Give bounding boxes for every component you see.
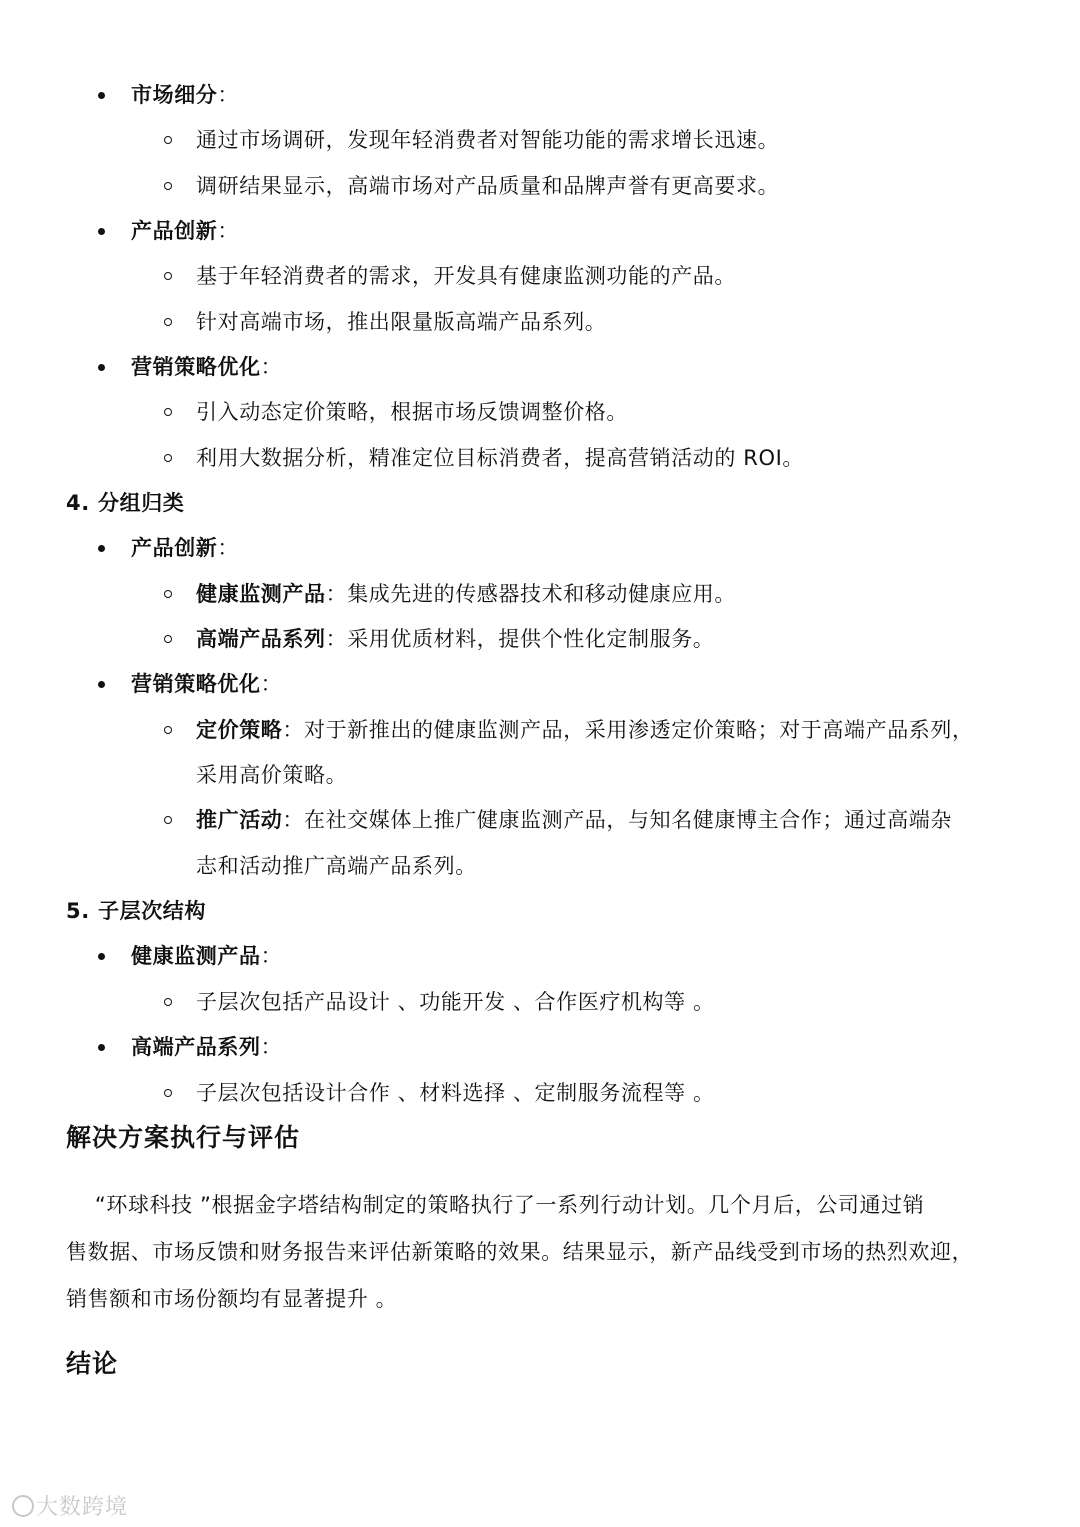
sub-bullet-text: ：采用优质材料，提供个性化定制服务。 [325, 627, 715, 651]
sub-bullet-continuation: 采用高价策略。 [196, 763, 348, 787]
bullet-circle-icon [164, 454, 172, 462]
bullet-label: 高端产品系列 [131, 1035, 261, 1059]
bullet-circle-icon [164, 590, 172, 598]
numbered-heading [66, 896, 206, 926]
sub-bullet-text: 通过市场调研，发现年轻消费者对智能功能的需求增长迅速。 [196, 128, 780, 152]
sub-bullet-text: ：在社交媒体上推广健康监测产品，与知名健康博主合作；通过高端杂 [282, 808, 953, 832]
sub-bullet-text: 针对高端市场，推出限量版高端产品系列。 [196, 310, 607, 334]
bullet-label: 产品创新 [131, 219, 218, 243]
bullet-label: 健康监测产品 [131, 944, 261, 968]
bullet-circle-icon [164, 998, 172, 1006]
bullet-dot-icon [98, 92, 105, 99]
bullet-circle-icon [164, 726, 172, 734]
sub-bullet-label: 健康监测产品 [196, 582, 326, 606]
sub-bullet-label: 推广活动 [196, 808, 283, 832]
sub-bullet-text: 调研结果显示，高端市场对产品质量和品牌声誉有更高要求。 [196, 174, 780, 198]
paragraph-line: “环球科技 ”根据金字塔结构制定的策略执行了一系列行动计划。几个月后，公司通过销 [66, 1193, 925, 1217]
sub-bullet-label: 定价策略 [196, 718, 283, 742]
sub-bullet-text: 基于年轻消费者的需求，开发具有健康监测功能的产品。 [196, 264, 736, 288]
watermark-logo-icon [12, 1495, 34, 1517]
bullet-label: 产品创新 [131, 536, 218, 560]
bullet-circle-icon [164, 1089, 172, 1097]
sub-bullet-text: 子层次包括产品设计 、功能开发 、合作医疗机构等 。 [196, 990, 715, 1014]
bullet-dot-icon [98, 953, 105, 960]
list-number: 5. [66, 899, 90, 923]
bullet-dot-icon [98, 545, 105, 552]
sub-bullet-text: 引入动态定价策略，根据市场反馈调整价格。 [196, 400, 628, 424]
watermark: 大数跨境 [12, 1494, 128, 1522]
bullet-circle-icon [164, 635, 172, 643]
bullet-dot-icon [98, 228, 105, 235]
paragraph-line: 销售额和市场份额均有显著提升 。 [66, 1287, 398, 1311]
sub-bullet-label: 高端产品系列 [196, 627, 326, 651]
sub-bullet-continuation: 志和活动推广高端产品系列。 [196, 854, 477, 878]
bullet-circle-icon [164, 182, 172, 190]
numbered-heading-text: 分组归类 [98, 491, 185, 515]
bullet-circle-icon [164, 272, 172, 280]
bullet-circle-icon [164, 318, 172, 326]
numbered-heading [66, 488, 184, 518]
section-heading: 结论 [66, 1349, 119, 1378]
section-heading: 解决方案执行与评估 [66, 1123, 301, 1152]
bullet-dot-icon [98, 1044, 105, 1051]
paragraph-line: 售数据、市场反馈和财务报告来评估新策略的效果。结果显示，新产品线受到市场的热烈欢迎， [66, 1240, 974, 1264]
bullet-circle-icon [164, 408, 172, 416]
bullet-dot-icon [98, 364, 105, 371]
numbered-heading-text: 子层次结构 [98, 899, 206, 923]
bullet-circle-icon [164, 816, 172, 824]
sub-bullet-text: ：对于新推出的健康监测产品，采用渗透定价策略；对于高端产品系列， [282, 718, 974, 742]
sub-bullet-text: 子层次包括设计合作 、材料选择 、定制服务流程等 。 [196, 1081, 715, 1105]
bullet-label: 市场细分 [131, 83, 218, 107]
list-number: 4. [66, 491, 90, 515]
bullet-circle-icon [164, 136, 172, 144]
sub-bullet-text: 利用大数据分析，精准定位目标消费者，提高营销活动的 ROI。 [196, 446, 804, 470]
bullet-label: 营销策略优化 [131, 355, 261, 379]
bullet-label: 营销策略优化 [131, 672, 261, 696]
sub-bullet-text: ：集成先进的传感器技术和移动健康应用。 [325, 582, 737, 606]
bullet-dot-icon [98, 681, 105, 688]
